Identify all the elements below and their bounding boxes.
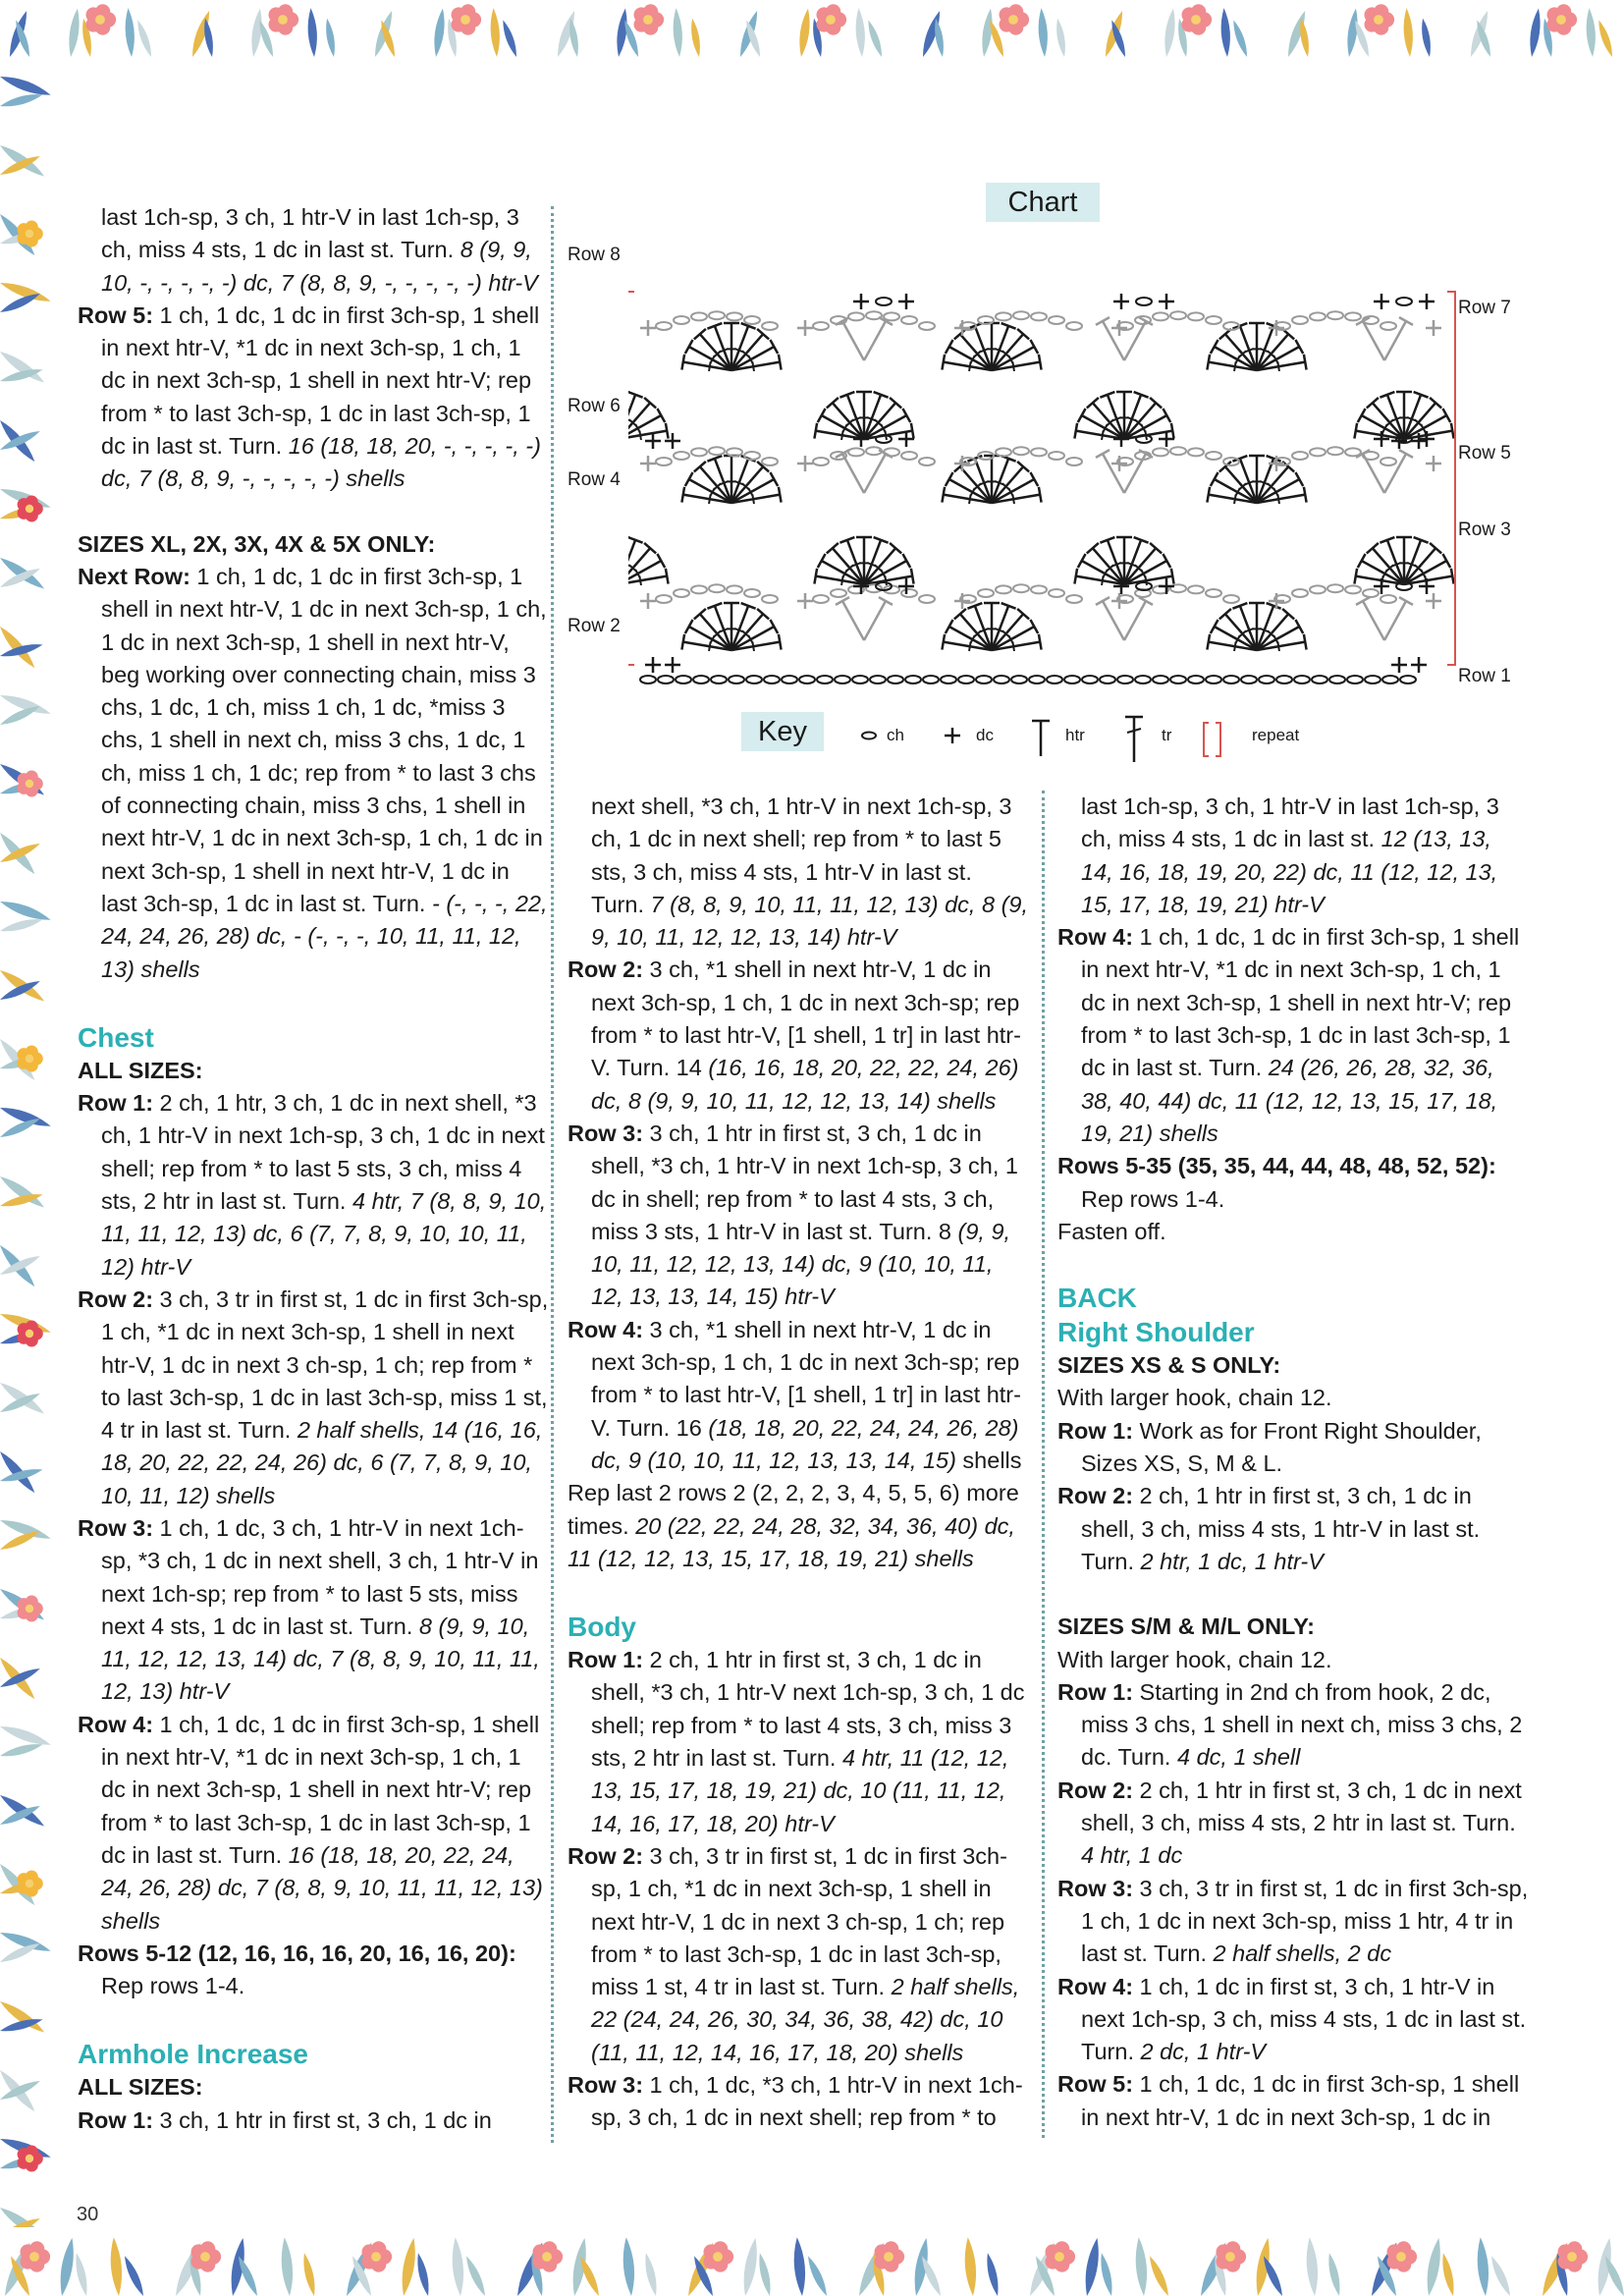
leaf-icon bbox=[1056, 19, 1065, 57]
leaf-icon bbox=[453, 2237, 463, 2296]
leaf-icon bbox=[623, 2237, 634, 2296]
htr-symbol-icon bbox=[1032, 721, 1050, 756]
paragraph: Row 4: 1 ch, 1 dc, 1 dc in first 3ch-sp, 1 shell in next htr-V, *1 dc in next 3ch-sp, 1 ch, 1 dc in next 3ch-sp, 1 shell in next htr-V; rep from * to last 3ch-sp, 1 dc in last 3ch-sp, 1 dc in last st. Turn. 24 (26, 26, 28, 32, 36, 38, 40, 44) dc, 11 (12, 12, 13, 15, 17, 18, 19, 21) shells bbox=[1057, 924, 1520, 1146]
flower-icon bbox=[18, 1871, 43, 1897]
paragraph: Row 2: 2 ch, 1 htr in first st, 3 ch, 1 dc in next shell, 3 ch, miss 4 sts, 2 htr in last st. Turn. 4 htr, 1 dc bbox=[1057, 1777, 1522, 1869]
flower-icon bbox=[1387, 2241, 1418, 2271]
chain-symbol-icon bbox=[862, 733, 876, 739]
leaf-icon bbox=[1150, 2256, 1168, 2296]
flower-icon bbox=[533, 2241, 564, 2271]
leaf-icon bbox=[0, 919, 42, 931]
chart-title: Chart bbox=[986, 183, 1100, 222]
leaf-icon bbox=[1328, 2253, 1339, 2296]
leaf-icon bbox=[0, 77, 51, 95]
paragraph: Row 4: 3 ch, *1 shell in next htr-V, 1 dc in next 3ch-sp, 1 ch, 1 dc in next 3ch-sp; rep from * to last htr-V, [1 shell, 1 tr] in last htr-V. Turn. 16 (18, 18, 20, 22, 24, 24, 26, 28) dc, 9 (10, 10, 11, 12, 13, 13, 14, 15) shells bbox=[568, 1316, 1022, 1473]
flower-icon bbox=[1365, 4, 1395, 34]
all-sizes-heading: ALL SIZES: bbox=[78, 2074, 203, 2101]
paragraph: Row 2: 3 ch, 3 tr in first st, 1 dc in first 3ch-sp, 1 ch, *1 dc in next 3ch-sp, 1 shell in next htr-V, 1 dc in next 3 ch-sp, 1 ch; rep from * to last 3ch-sp, 1 dc in last 3ch-sp, miss 1 st, 4 tr in last st. Turn. 2 half shells, 14 (16, 16, 18, 20, 22, 22, 24, 26) dc, 6 (7, 7, 8, 9, 10, 10, 11, 12) shells bbox=[78, 1285, 549, 1508]
paragraph: next shell, *3 ch, 1 htr-V in next 1ch-sp, 3 ch, 1 dc in next shell; rep from * to last 5 sts, 3 ch, miss 4 sts, 1 htr-V in last st. Turn. 7 (8, 8, 9, 10, 11, 11, 12, 13) dc, 8 (9, 9, 10, 11, 12, 12, 13, 14) htr-V bbox=[591, 793, 1029, 951]
leaf-icon bbox=[0, 1744, 42, 1756]
row-label-left: Row 6 bbox=[568, 396, 621, 416]
leaf-icon bbox=[1422, 19, 1431, 57]
paragraph: Row 3: 3 ch, 1 htr in first st, 3 ch, 1 dc in shell, *3 ch, 1 htr-V in next 1ch-sp, 3 ch, 1 dc in shell; rep from * to last 4 sts, 3 ch, miss 3 sts, 1 htr-V in last st. Turn. 8 (9, 9, 10, 11, 12, 12, 13, 14) dc, 9 (10, 10, 11, 12, 13, 13, 14, 15) htr-V bbox=[568, 1120, 1018, 1310]
leaf-icon bbox=[0, 706, 40, 725]
leaf-icon bbox=[126, 8, 135, 57]
leaf-icon bbox=[1221, 8, 1230, 57]
flower-icon bbox=[18, 1046, 43, 1072]
leaf-icon bbox=[61, 2238, 74, 2296]
leaf-icon bbox=[111, 2237, 122, 2296]
leaf-icon bbox=[0, 294, 40, 312]
sizes-heading: SIZES XL, 2X, 3X, 4X & 5X ONLY: bbox=[78, 530, 436, 557]
repeat-bracket-icon bbox=[1204, 723, 1220, 756]
leaf-icon bbox=[691, 19, 700, 57]
column-divider-2 bbox=[1042, 791, 1045, 2138]
paragraph: Row 1: Work as for Front Right Shoulder, Sizes XS, S, M & L. bbox=[1057, 1417, 1482, 1477]
paragraph: Row 4: 1 ch, 1 dc in first st, 3 ch, 1 htr-V in next 1ch-sp, 3 ch, miss 4 sts, 1 dc in last st. Turn. 2 dc, 1 htr-V bbox=[1057, 1973, 1527, 2065]
paragraph: With larger hook, chain 12. bbox=[1057, 1646, 1332, 1672]
flower-icon bbox=[704, 2241, 734, 2271]
section-heading-body: Body bbox=[568, 1612, 636, 1643]
leaf-icon bbox=[76, 2253, 86, 2296]
row-label-right: Row 5 bbox=[1458, 443, 1511, 464]
paragraph: Rep last 2 rows 2 (2, 2, 2, 3, 4, 5, 5, 6) more times. 20 (22, 22, 24, 28, 32, 34, 36, 40) dc, 11 (12, 12, 13, 15, 17, 18, 19, 21) shells bbox=[568, 1480, 1019, 1571]
key-label-repeat: repeat bbox=[1252, 726, 1300, 744]
leaf-icon bbox=[326, 19, 335, 57]
paragraph: Row 2: 3 ch, *1 shell in next htr-V, 1 dc in next 3ch-sp, 1 ch, 1 dc in next 3ch-sp; rep from * to last htr-V, [1 shell, 1 tr] in last htr-V. Turn. 14 (16, 16, 18, 20, 22, 22, 24, 26) dc, 8 (9, 9, 10, 11, 12, 12, 13, 14) shells bbox=[568, 957, 1021, 1114]
floral-border-left bbox=[0, 57, 61, 2227]
leaf-icon bbox=[434, 8, 444, 57]
leaf-icon bbox=[617, 8, 626, 57]
page-number: 30 bbox=[77, 2204, 99, 2225]
sizes-heading: SIZES S/M & M/L ONLY: bbox=[1057, 1613, 1316, 1640]
key-label-dc: dc bbox=[976, 726, 994, 744]
leaf-icon bbox=[1404, 8, 1413, 57]
key-label-ch: ch bbox=[887, 726, 904, 744]
flower-icon bbox=[634, 4, 665, 34]
leaf-icon bbox=[569, 19, 578, 57]
leaf-icon bbox=[0, 902, 51, 920]
leaf-icon bbox=[1164, 8, 1174, 57]
fasten-off: Fasten off. bbox=[1057, 1218, 1166, 1244]
row-label-right: Row 3 bbox=[1458, 519, 1511, 540]
leaf-icon bbox=[1478, 2237, 1489, 2296]
leaf-icon bbox=[1136, 2237, 1147, 2296]
paragraph: Row 1: 3 ch, 1 htr in first st, 3 ch, 1 dc in bbox=[78, 2106, 492, 2133]
flower-icon bbox=[817, 4, 847, 34]
leaf-icon bbox=[1264, 2256, 1282, 2296]
crochet-chart bbox=[628, 228, 1492, 699]
key-label-tr: tr bbox=[1162, 726, 1172, 744]
paragraph: Row 3: 1 ch, 1 dc, 3 ch, 1 htr-V in next 1ch-sp, *3 ch, 1 dc in next shell, 3 ch, 1 htr-V in next 1ch-sp; rep from * to last 5 sts, miss next 4 sts, 1 dc in last st. Turn. 8 (9, 9, 10, 11, 12, 12, 13, 14) dc, 7 (8, 8, 9, 10, 11, 11, 12, 13) htr-V bbox=[78, 1514, 540, 1705]
sizes-heading: SIZES XS & S ONLY: bbox=[1057, 1352, 1281, 1379]
row-label-right: Row 7 bbox=[1458, 298, 1511, 318]
leaf-icon bbox=[1428, 2238, 1440, 2296]
leaf-icon bbox=[0, 1531, 40, 1550]
leaf-icon bbox=[935, 19, 944, 57]
paragraph: Row 3: 1 ch, 1 dc, *3 ch, 1 htr-V in next 1ch-sp, 3 ch, 1 dc in next shell; rep from * to bbox=[568, 2071, 1023, 2131]
leaf-icon bbox=[674, 8, 682, 57]
leaf-icon bbox=[1587, 8, 1596, 57]
leaf-icon bbox=[794, 2237, 805, 2296]
paragraph: Row 5: 1 ch, 1 dc, 1 dc in first 3ch-sp, 1 shell in next htr-V, 1 dc in next 3ch-sp, 1 dc in bbox=[1057, 2071, 1520, 2130]
leaf-icon bbox=[403, 2238, 415, 2296]
leaf-icon bbox=[503, 20, 516, 57]
paragraph: Next Row: 1 ch, 1 dc, 1 dc in first 3ch-sp, 1 shell in next htr-V, 1 dc in next 3ch-sp, 1 ch, 1 dc in next 3ch-sp, 1 shell in next htr-V, beg working over connecting chain, miss 3 chs, 1 dc, 1 ch, miss 1 ch, 1 dc, *miss 3 chs, 1 shell in next ch, miss 3 chs, 1 dc, 1 ch, miss 1 ch, 1 dc; rep from * to last 3 chs of connecting chain, miss 3 chs, 1 shell in next htr-V, 1 dc in next 3ch-sp, 1 ch, 1 dc in next 3ch-sp, 1 shell in next htr-V, 1 dc in last 3ch-sp, 1 dc in last st. Turn. - (-, -, -, 22, 24, 24, 26, 28) dc, - (-, -, -, 10, 11, 11, 12, 13) shells bbox=[78, 563, 548, 982]
section-heading-chest: Chest bbox=[78, 1021, 154, 1053]
leaf-icon bbox=[1347, 8, 1357, 57]
flower-icon bbox=[1558, 2241, 1589, 2271]
flower-icon bbox=[269, 4, 299, 34]
section-heading-back: BACK bbox=[1057, 1283, 1137, 1314]
paragraph: Row 5: 1 ch, 1 dc, 1 dc in first 3ch-sp, 1 shell in next htr-V, *1 dc in next 3ch-sp, 1 ch, 1 dc in next 3ch-sp, 1 shell in next htr-V; rep from * to last 3ch-sp, 1 dc in last 3ch-sp, 1 dc in last st. Turn. 16 (18, 18, 20, -, -, -, -, -) dc, 7 (8, 8, 9, -, -, -, -, -) shells bbox=[78, 301, 541, 492]
row-label-left: Row 4 bbox=[568, 469, 621, 490]
leaf-icon bbox=[0, 1119, 40, 1137]
flower-icon bbox=[1046, 2241, 1076, 2271]
leaf-icon bbox=[1300, 19, 1309, 57]
leaf-icon bbox=[239, 2256, 257, 2296]
leaf-icon bbox=[1530, 8, 1540, 57]
leaf-icon bbox=[303, 2253, 314, 2296]
leaf-icon bbox=[965, 2237, 976, 2296]
paragraph: Row 1: 2 ch, 1 htr in first st, 3 ch, 1 dc in shell, *3 ch, 1 htr-V next 1ch-sp, 3 ch, 1 dc shell; rep from * to last 4 sts, 3 ch, miss 3 sts, 2 htr in last st. Turn. 4 htr, 11 (12, 12, 13, 15, 17, 18, 19, 21) dc, 10 (11, 11, 12, 14, 16, 17, 18, 20) htr-V bbox=[568, 1647, 1025, 1836]
leaf-icon bbox=[282, 2237, 293, 2296]
leaf-icon bbox=[759, 2253, 770, 2296]
paragraph: last 1ch-sp, 3 ch, 1 htr-V in last 1ch-sp, 3 ch, miss 4 sts, 1 dc in last st. Turn. 8 (9, 9, 10, -, -, -, -, -) dc, 7 (8, 8, 9, -, -, -, -, -) htr-V bbox=[101, 204, 538, 296]
column-2 bbox=[568, 791, 1029, 2135]
column-1 bbox=[78, 201, 549, 2137]
paragraph: Row 4: 1 ch, 1 dc, 1 dc in first 3ch-sp, 1 shell in next htr-V, *1 dc in next 3ch-sp, 1 ch, 1 dc in next 3ch-sp, 1 shell in next htr-V; rep from * to last 3ch-sp, 1 dc in last 3ch-sp, 1 dc in last st. Turn. 16 (18, 18, 20, 22, 24, 24, 26, 28) dc, 7 (8, 8, 9, 10, 11, 11, 12, 13) shells bbox=[78, 1711, 543, 1934]
flower-icon bbox=[1182, 4, 1213, 34]
leaf-icon bbox=[417, 2253, 428, 2296]
leaf-icon bbox=[1491, 2256, 1510, 2296]
tr-symbol-icon bbox=[1125, 717, 1143, 762]
row-label-left: Row 8 bbox=[568, 245, 621, 265]
section-heading-right-shoulder: Right Shoulder bbox=[1057, 1317, 1255, 1348]
flower-icon bbox=[191, 2241, 222, 2271]
dc-symbol-icon bbox=[945, 728, 960, 743]
leaf-icon bbox=[1598, 20, 1612, 57]
leaf-icon bbox=[0, 1726, 51, 1745]
leaf-icon bbox=[125, 2256, 143, 2296]
leaf-icon bbox=[1039, 8, 1048, 57]
leaf-icon bbox=[987, 2253, 998, 2296]
flower-icon bbox=[18, 221, 43, 247]
leaf-icon bbox=[580, 2256, 599, 2296]
paragraph: Rows 5-35 (35, 35, 44, 44, 48, 48, 52, 52): Rep rows 1-4. bbox=[1057, 1153, 1496, 1212]
leaf-icon bbox=[1442, 2253, 1453, 2296]
paragraph: Row 2: 2 ch, 1 htr in first st, 3 ch, 1 dc in shell, 3 ch, miss 4 sts, 1 htr-V in last st. Turn. 2 htr, 1 dc, 1 htr-V bbox=[1057, 1483, 1481, 1574]
all-sizes-heading: ALL SIZES: bbox=[78, 1057, 203, 1083]
leaf-icon bbox=[982, 8, 992, 57]
leaf-icon bbox=[1605, 2256, 1624, 2296]
row-label-left: Row 2 bbox=[568, 616, 621, 636]
leaf-icon bbox=[204, 19, 213, 57]
flower-icon bbox=[1547, 4, 1578, 34]
leaf-icon bbox=[922, 2256, 941, 2296]
paragraph: last 1ch-sp, 3 ch, 1 htr-V in last 1ch-sp, 3 ch, miss 4 sts, 1 dc in last st. 12 (13, 13, 14, 16, 18, 19, 20, 22) dc, 11 (12, 12, 13, 15, 17, 18, 19, 21) htr-V bbox=[1081, 793, 1499, 917]
flower-icon bbox=[86, 4, 117, 34]
flower-icon bbox=[875, 2241, 905, 2271]
flower-icon bbox=[21, 2241, 51, 2271]
leaf-icon bbox=[137, 20, 151, 57]
section-heading-armhole: Armhole Increase bbox=[78, 2039, 308, 2070]
floral-border-top bbox=[0, 0, 1624, 57]
paragraph: Row 3: 3 ch, 3 tr in first st, 1 dc in first 3ch-sp, 1 ch, 1 dc in next 3ch-sp, miss 1 htr, 4 tr in last st. Turn. 2 half shells, 2 dc bbox=[1057, 1875, 1529, 1967]
floral-border-bottom bbox=[0, 2227, 1624, 2296]
paragraph: Row 2: 3 ch, 3 tr in first st, 1 dc in first 3ch-sp, 1 ch, *1 dc in next 3ch-sp, 1 shell in next htr-V, 1 dc in next 3 ch-sp, 1 ch; rep from * to last 3ch-sp, 1 dc in last 3ch-sp, miss 1 st, 4 tr in last st. Turn. 2 half shells, 22 (24, 24, 26, 30, 34, 36, 38, 42) dc, 10 (11, 11, 12, 14, 16, 17, 18, 20) shells bbox=[568, 1842, 1020, 2065]
flower-icon bbox=[362, 2241, 393, 2271]
leaf-icon bbox=[0, 1943, 40, 1962]
leaf-icon bbox=[308, 8, 317, 57]
column-3 bbox=[1057, 791, 1529, 2134]
leaf-icon bbox=[1086, 2238, 1099, 2296]
leaf-icon bbox=[1101, 2253, 1111, 2296]
leaf-icon bbox=[1233, 20, 1247, 57]
leaf-icon bbox=[69, 8, 79, 57]
paragraph: Row 1: Starting in 2nd ch from hook, 2 dc, miss 3 chs, 1 shell in next ch, miss 3 chs, 2 dc. Turn. 4 dc, 1 shell bbox=[1057, 1678, 1523, 1771]
row-label-right: Row 1 bbox=[1458, 666, 1511, 686]
leaf-icon bbox=[799, 8, 809, 57]
leaf-icon bbox=[251, 8, 261, 57]
column-divider-1 bbox=[551, 206, 554, 2143]
leaf-icon bbox=[808, 2256, 827, 2296]
paragraph: With larger hook, chain 12. bbox=[1057, 1385, 1332, 1411]
flower-icon bbox=[1217, 2241, 1247, 2271]
leaf-icon bbox=[1307, 2237, 1318, 2296]
flower-icon bbox=[1000, 4, 1030, 34]
flower-icon bbox=[452, 4, 482, 34]
key-label-htr: htr bbox=[1065, 726, 1085, 744]
leaf-icon bbox=[744, 2238, 757, 2296]
leaf-icon bbox=[868, 20, 882, 57]
paragraph: Rows 5-12 (12, 16, 16, 16, 20, 16, 16, 20): Rep rows 1-4. bbox=[78, 1940, 516, 1999]
leaf-icon bbox=[491, 8, 500, 57]
leaf-icon bbox=[645, 2253, 656, 2296]
key-title: Key bbox=[741, 712, 824, 751]
leaf-icon bbox=[466, 2256, 485, 2296]
leaf-icon bbox=[856, 8, 865, 57]
leaf-icon bbox=[0, 94, 42, 106]
paragraph: Row 1: 2 ch, 1 htr, 3 ch, 1 dc in next shell, *3 ch, 1 htr-V in next 1ch-sp, 3 ch, 1 dc in next shell; rep from * to last 5 sts, 3 ch, miss 4 sts, 2 htr in last st. Turn. 4 htr, 7 (8, 8, 9, 10, 11, 11, 12, 13) dc, 6 (7, 7, 8, 9, 10, 10, 11, 12) htr-V bbox=[78, 1090, 547, 1280]
